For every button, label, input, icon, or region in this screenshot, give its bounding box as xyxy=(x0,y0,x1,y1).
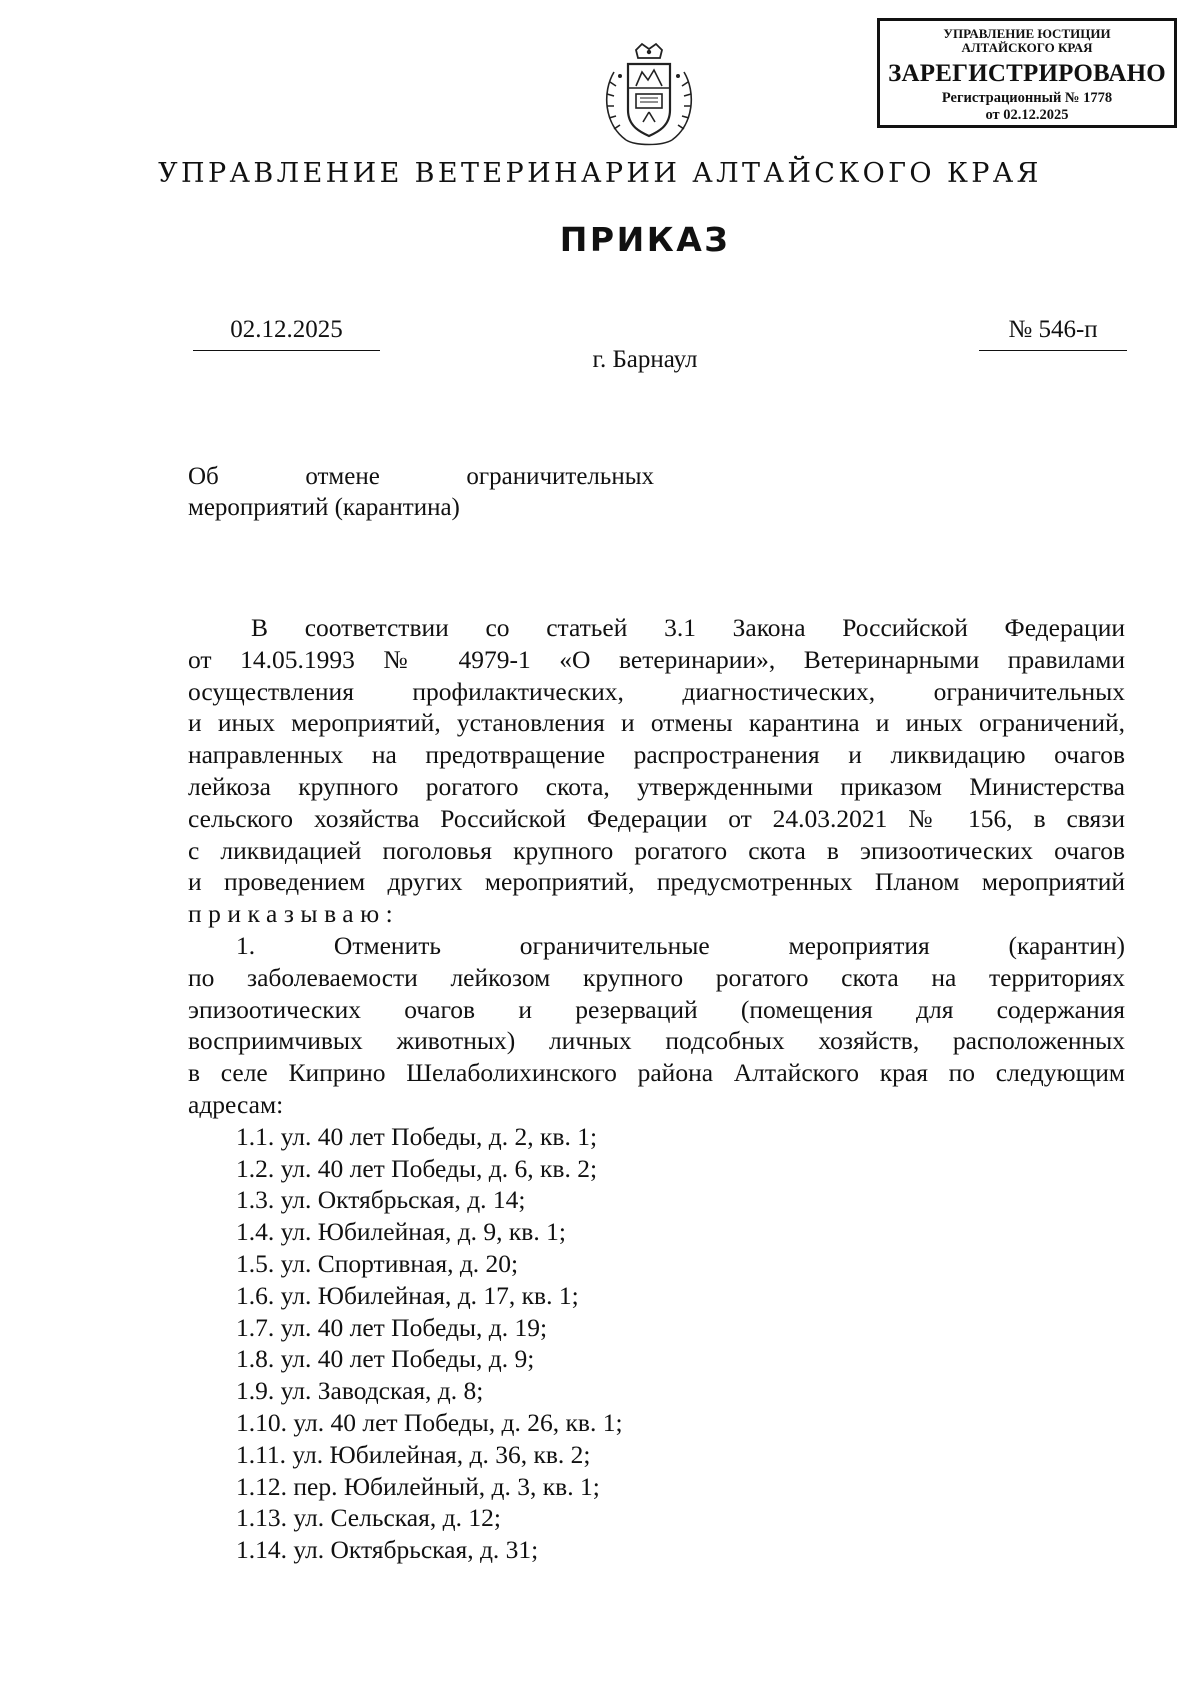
order-number: № 546-п xyxy=(979,316,1127,351)
address-item: 1.8. ул. 40 лет Победы, д. 9; xyxy=(236,1344,535,1374)
issue-city: г. Барнаул xyxy=(592,346,698,373)
address-item: 1.3. ул. Октябрьская, д. 14; xyxy=(236,1185,526,1215)
address-item: 1.10. ул. 40 лет Победы, д. 26, кв. 1; xyxy=(236,1407,623,1437)
subject-line: мероприятий (карантина) xyxy=(188,494,460,521)
address-item: 1.5. ул. Спортивная, д. 20; xyxy=(236,1248,519,1278)
point-1-line: в селе Киприно Шелаболихинского района Алтайского края по следующим xyxy=(188,1058,1125,1088)
preamble-line: и проведением других мероприятий, предусмотренных Планом мероприятий xyxy=(188,867,1125,897)
address-item: 1.2. ул. 40 лет Победы, д. 6, кв. 2; xyxy=(236,1153,598,1183)
order-subject xyxy=(188,461,654,523)
stamp-agency-line2: АЛТАЙСКОГО КРАЯ xyxy=(961,40,1093,55)
preamble-line: и иных мероприятий, установления и отмены карантина и иных ограничений, xyxy=(188,708,1125,738)
address-item: 1.11. ул. Юбилейная, д. 36, кв. 2; xyxy=(236,1439,591,1469)
preamble-line: с ликвидацией поголовья крупного рогатого скота в эпизоотических очагов xyxy=(188,835,1125,865)
stamp-status: ЗАРЕГИСТРИРОВАНО xyxy=(888,60,1166,87)
address-item: 1.6. ул. Юбилейная, д. 17, кв. 1; xyxy=(236,1280,579,1310)
point-1-line: восприимчивых животных) личных подсобных хозяйств, расположенных xyxy=(188,1026,1125,1056)
preamble-line: лейкоза крупного рогатого скота, утвержденными приказом Министерства xyxy=(188,771,1125,801)
subject-line: Об отмене ограничительных xyxy=(188,463,654,490)
point-1-line: по заболеваемости лейкозом крупного рогатого скота на территориях xyxy=(188,962,1125,992)
address-item: 1.7. ул. 40 лет Победы, д. 19; xyxy=(236,1312,548,1342)
preamble-line: сельского хозяйства Российской Федерации от 24.03.2021 № 156, в связи xyxy=(188,803,1125,833)
address-item: 1.13. ул. Сельская, д. 12; xyxy=(236,1503,501,1533)
point-1-line: адресам: xyxy=(188,1089,284,1119)
address-item: 1.4. ул. Юбилейная, д. 9, кв. 1; xyxy=(236,1217,566,1247)
address-item: 1.14. ул. Октябрьская, д. 31; xyxy=(236,1535,539,1565)
address-list xyxy=(188,1121,1125,1566)
preamble-line: В соответствии со статьей 3.1 Закона Российской Федерации xyxy=(251,613,1125,642)
preamble-line: осуществления профилактических, диагностических, ограничительных xyxy=(188,676,1125,706)
point-1-line: 1. Отменить ограничительные мероприятия (карантин) xyxy=(236,930,1125,960)
address-item: 1.12. пер. Юбилейный, д. 3, кв. 1; xyxy=(236,1471,600,1501)
organization-name: УПРАВЛЕНИЕ ВЕТЕРИНАРИИ АЛТАЙСКОГО КРАЯ xyxy=(158,158,1042,189)
address-item: 1.1. ул. 40 лет Победы, д. 2, кв. 1; xyxy=(236,1121,598,1151)
stamp-agency-line1: УПРАВЛЕНИЕ ЮСТИЦИИ xyxy=(943,26,1111,41)
preamble-line: направленных на предотвращение распространения и ликвидацию очагов xyxy=(188,740,1125,770)
coat-of-arms-icon xyxy=(596,42,702,154)
order-body xyxy=(188,612,1125,1566)
order-date: 02.12.2025 xyxy=(193,316,380,351)
point-1-line: эпизоотических очагов и резерваций (помещения для содержания xyxy=(188,994,1125,1024)
registration-stamp xyxy=(877,18,1177,128)
address-item: 1.9. ул. Заводская, д. 8; xyxy=(236,1376,484,1406)
stamp-reg-number: Регистрационный № 1778 xyxy=(941,90,1113,106)
document-type-title: ПРИКАЗ xyxy=(559,220,731,259)
order-directive-word: приказываю: xyxy=(188,899,400,929)
preamble-line: от 14.05.1993 № 4979-1 «О ветеринарии», Ветеринарными правилами xyxy=(188,644,1125,674)
stamp-reg-date: от 02.12.2025 xyxy=(985,107,1069,123)
